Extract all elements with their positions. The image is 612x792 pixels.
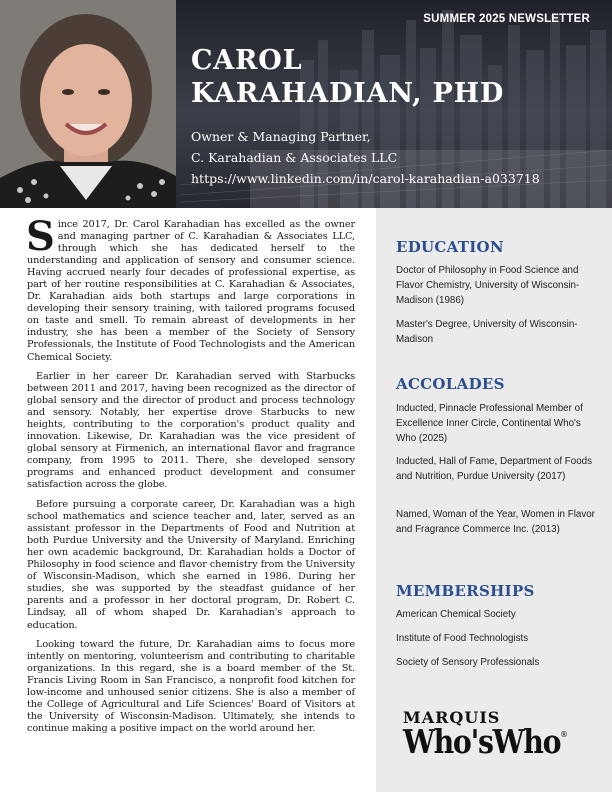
article-paragraph-1-text: ince 2017, Dr. Carol Karahadian has excelled as the owner and managing partner of C. Karahadian & Associates LLC, through which she has dedicated herself to the understanding and application of sensory and consumer science. Having accrued nearly four decades of professional expertise, as part of her routine responsibilities at C. Karahadian & Associates, Dr. Karahadian aids both startups and large corporations in developing their sensory training, with tailored programs focused on taste and smell. To remain abreast of developments in her industry, she has been a member of the Society of Sensory Professionals, the Institute of Food Technologists and the American Chemical Society. (27, 219, 355, 363)
logo-whoswho-text: Who'sWho (403, 722, 561, 761)
accolade-item: Named, Woman of the Year, Women in Flavor and Fragrance Commerce Inc. (2013) (396, 509, 595, 535)
accolades-heading: ACCOLADES (396, 375, 505, 393)
profile-title-line2: C. Karahadian & Associates LLC (191, 150, 398, 165)
memberships-heading: MEMBERSHIPS (396, 582, 535, 600)
profile-title-line1: Owner & Managing Partner, (191, 129, 371, 144)
profile-name (191, 44, 504, 110)
education-heading: EDUCATION (396, 238, 504, 256)
portrait-illustration (0, 0, 176, 208)
accolade-item: Inducted, Pinnacle Professional Member of Excellence Inner Circle, Continental Who's Who (2025) (396, 403, 583, 444)
membership-item: Institute of Food Technologists (396, 633, 529, 644)
linkedin-link[interactable]: https://www.linkedin.com/in/carol-karahadian-a033718 (191, 171, 540, 186)
article-paragraph-3: Before pursuing a corporate career, Dr. Karahadian was a high school mathematics and science teacher and, later, served as an assistant professor in the Departments of Food and Nutrition at both Purdue University and the University of Maryland. Enriching her own academic background, Dr. Karahadian holds a Doctor of Philosophy in food science and flavor chemistry from the University of Wisconsin-Madison, which she earned in 1986. During her studies, she was supported by the steadfast guidance of her parents and a professor in her doctoral program, Dr. Robert C. Lindsay, all of whom shaped Dr. Karahadian's approach to education. (27, 499, 355, 631)
profile-name-line2: KARAHADIAN, PHD (191, 78, 505, 109)
accolade-item: Inducted, Hall of Fame, Department of Foods and Nutrition, Purdue University (2017) (396, 456, 593, 482)
registered-mark: ® (560, 730, 568, 739)
newsletter-header (0, 0, 612, 208)
profile-title (191, 126, 540, 189)
logo-marquis-text: MARQUIS (403, 708, 501, 727)
education-item: Doctor of Philosophy in Food Science and Flavor Chemistry, University of Wisconsin-Madison (1986) (396, 265, 580, 306)
article-body (26, 213, 355, 743)
article-paragraph-4: Looking toward the future, Dr. Karahadian aims to focus more intently on mentoring, volunteerism and contributing to charitable organizations. In this regard, she is a board member of the St. Francis Living Room in San Francisco, a nonprofit food kitchen for low-income and unhoused senior citizens. She is also a member of the College of Agricultural and Life Sciences' Board of Visitors at the University of Wisconsin-Madison. Ultimately, she intends to continue making a positive impact on the world around her. (27, 639, 355, 735)
marquis-whos-who-logo (403, 708, 578, 766)
article-paragraph-2: Earlier in her career Dr. Karahadian served with Starbucks between 2011 and 2017, having been recognized as the director of global sensory and the director of product and process technology and sensory. Notably, her expertise drove Starbucks to new heights, contributing to the corporation's product quality and innovation. Likewise, Dr. Karahadian was the vice president of global sensory at Firmenich, an international flavor and fragrance company, from 1995 to 2011. There, she developed sensory programs and enhanced product development and consumer satisfaction across the globe. (27, 371, 355, 491)
education-item: Master's Degree, University of Wisconsin-Madison (396, 319, 578, 345)
membership-item: Society of Sensory Professionals (396, 657, 540, 668)
sidebar (376, 208, 612, 792)
newsletter-label: SUMMER 2025 NEWSLETTER (423, 13, 590, 25)
profile-name-line1: CAROL (191, 45, 303, 76)
membership-item: American Chemical Society (396, 609, 516, 620)
article-paragraph-1 (26, 213, 355, 364)
drop-cap: S (26, 213, 55, 260)
portrait-photo (0, 0, 176, 208)
